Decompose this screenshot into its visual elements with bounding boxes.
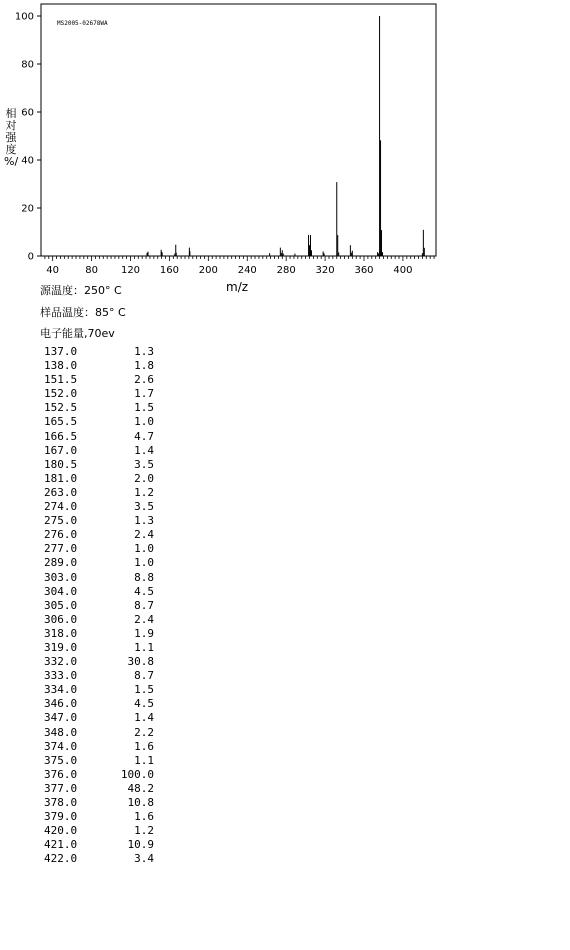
- intensity-value: 2.0: [134, 471, 154, 485]
- electron-energy: 电子能量,70ev: [40, 327, 115, 340]
- y-axis-ticks: [15, 12, 41, 263]
- intensity-value: 1.0: [134, 415, 154, 429]
- y-label-char: 强: [5, 131, 17, 144]
- intensity-value: 1.0: [134, 556, 154, 570]
- mz-value: 305.0: [44, 598, 78, 612]
- table-row: [44, 585, 154, 599]
- x-tick-label: 320: [315, 265, 335, 275]
- table-row: [44, 641, 154, 655]
- intensity-value: 1.6: [134, 739, 154, 753]
- chart-title: MS2005-02678WA: [57, 20, 108, 27]
- y-tick-label: 100: [14, 11, 34, 23]
- y-label-char: 度: [5, 143, 17, 156]
- mz-value: 376.0: [44, 767, 78, 781]
- mz-value: 377.0: [44, 781, 78, 795]
- intensity-value: 2.2: [134, 725, 154, 739]
- mz-value: 333.0: [44, 669, 78, 683]
- table-row: [44, 500, 154, 514]
- mz-value: 152.0: [44, 387, 78, 401]
- mz-value: 152.5: [44, 401, 78, 415]
- intensity-value: 1.9: [134, 626, 154, 640]
- table-row: [44, 768, 154, 782]
- table-row: [44, 373, 154, 387]
- mz-value: 334.0: [44, 683, 78, 697]
- x-tick-label: 360: [354, 265, 374, 275]
- intensity-value: 8.8: [134, 570, 154, 584]
- mz-value: 421.0: [44, 838, 78, 852]
- table-row: [44, 599, 154, 613]
- intensity-value: 1.0: [134, 542, 154, 556]
- mz-value: 318.0: [44, 626, 78, 640]
- intensity-value: 3.5: [134, 457, 154, 471]
- y-tick-label: 60: [21, 107, 34, 119]
- intensity-value: 1.1: [134, 753, 154, 767]
- intensity-value: 1.5: [134, 401, 154, 415]
- intensity-value: 2.4: [134, 612, 154, 626]
- y-tick-label: 80: [21, 59, 34, 71]
- peak-table: [44, 345, 154, 866]
- mz-value: 346.0: [44, 697, 78, 711]
- intensity-value: 10.8: [127, 796, 154, 809]
- mz-value: 263.0: [44, 485, 78, 499]
- source-temperature: 源温度：250° C: [40, 284, 122, 297]
- table-row: [44, 359, 154, 373]
- mz-value: 304.0: [44, 584, 78, 598]
- intensity-value: 2.4: [134, 528, 154, 542]
- x-tick-label: 80: [85, 265, 98, 275]
- y-label-char: %/: [4, 155, 19, 168]
- mz-value: 378.0: [44, 796, 78, 809]
- mz-value: 180.5: [44, 457, 78, 471]
- mz-value: 348.0: [44, 725, 78, 739]
- y-tick-label: 0: [27, 251, 34, 263]
- table-row: [44, 472, 154, 486]
- intensity-value: 1.2: [134, 485, 154, 499]
- mz-value: 319.0: [44, 640, 78, 654]
- mz-value: 137.0: [44, 345, 78, 358]
- table-row: [44, 669, 154, 683]
- mz-value: 374.0: [44, 739, 78, 753]
- x-tick-label: 400: [393, 265, 413, 275]
- table-row: [44, 430, 154, 444]
- mz-value: 303.0: [44, 570, 78, 584]
- mz-value: 332.0: [44, 655, 78, 669]
- table-row: [44, 810, 154, 824]
- intensity-value: 1.8: [134, 359, 154, 373]
- mz-value: 289.0: [44, 556, 78, 570]
- x-axis-label: m/z: [226, 280, 249, 294]
- mass-spectrum-chart: [0, 0, 450, 275]
- table-row: [44, 458, 154, 472]
- intensity-value: 1.5: [134, 683, 154, 697]
- intensity-value: 1.6: [134, 810, 154, 824]
- table-row: [44, 613, 154, 627]
- mz-value: 420.0: [44, 824, 78, 838]
- y-label-char: 相: [5, 107, 17, 120]
- mz-value: 274.0: [44, 500, 78, 514]
- table-row: [44, 415, 154, 429]
- mz-value: 422.0: [44, 852, 78, 866]
- table-row: [44, 782, 154, 796]
- x-tick-label: 160: [159, 265, 179, 275]
- intensity-value: 4.5: [134, 584, 154, 598]
- intensity-value: 2.6: [134, 373, 154, 387]
- table-row: [44, 824, 154, 838]
- x-tick-label: 200: [198, 265, 218, 275]
- mz-value: 306.0: [44, 612, 78, 626]
- intensity-value: 4.7: [134, 429, 154, 443]
- sample-temperature: 样品温度：85° C: [40, 306, 126, 319]
- x-tick-label: 280: [276, 265, 296, 275]
- table-row: [44, 345, 154, 359]
- mz-value: 379.0: [44, 810, 78, 824]
- mz-value: 275.0: [44, 514, 78, 528]
- table-row: [44, 514, 154, 528]
- table-row: [44, 542, 154, 556]
- intensity-value: 1.3: [134, 514, 154, 528]
- mz-value: 138.0: [44, 359, 78, 373]
- table-row: [44, 444, 154, 458]
- intensity-value: 8.7: [134, 669, 154, 683]
- y-axis-label: [4, 108, 18, 168]
- table-row: [44, 528, 154, 542]
- intensity-value: 3.4: [134, 852, 154, 866]
- spectrum-peaks: [147, 16, 424, 256]
- table-row: [44, 726, 154, 740]
- mz-value: 276.0: [44, 528, 78, 542]
- mz-value: 165.5: [44, 415, 78, 429]
- y-tick-label: 40: [21, 155, 34, 167]
- plot-frame: [41, 4, 436, 256]
- table-row: [44, 838, 154, 852]
- table-row: [44, 627, 154, 641]
- intensity-value: 3.5: [134, 500, 154, 514]
- y-label-char: 对: [5, 119, 17, 132]
- table-row: [44, 655, 154, 669]
- intensity-value: 30.8: [127, 655, 154, 669]
- table-row: [44, 683, 154, 697]
- mz-value: 347.0: [44, 711, 78, 725]
- intensity-value: 1.3: [134, 345, 154, 358]
- table-row: [44, 796, 154, 810]
- mz-value: 167.0: [44, 443, 78, 457]
- mz-value: 375.0: [44, 753, 78, 767]
- x-axis-ticks: [45, 256, 434, 275]
- intensity-value: 10.9: [127, 838, 154, 852]
- intensity-value: 1.4: [134, 443, 154, 457]
- table-row: [44, 556, 154, 570]
- intensity-value: 1.4: [134, 711, 154, 725]
- x-tick-label: 40: [46, 265, 60, 275]
- table-row: [44, 401, 154, 415]
- intensity-value: 1.1: [134, 640, 154, 654]
- table-row: [44, 571, 154, 585]
- table-row: [44, 697, 154, 711]
- intensity-value: 1.7: [134, 387, 154, 401]
- intensity-value: 4.5: [134, 697, 154, 711]
- table-row: [44, 486, 154, 500]
- mz-value: 166.5: [44, 429, 78, 443]
- y-tick-label: 20: [21, 203, 34, 215]
- x-tick-label: 240: [237, 265, 257, 275]
- table-row: [44, 852, 154, 866]
- intensity-value: 8.7: [134, 598, 154, 612]
- x-tick-label: 120: [120, 265, 141, 275]
- intensity-value: 100.0: [120, 767, 154, 781]
- chart-svg: [0, 0, 450, 275]
- table-row: [44, 754, 154, 768]
- table-row: [44, 711, 154, 725]
- table-row: [44, 387, 154, 401]
- intensity-value: 1.2: [134, 824, 154, 838]
- mz-value: 151.5: [44, 373, 78, 387]
- intensity-value: 48.2: [127, 781, 154, 795]
- mz-value: 181.0: [44, 471, 78, 485]
- mz-value: 277.0: [44, 542, 78, 556]
- table-row: [44, 740, 154, 754]
